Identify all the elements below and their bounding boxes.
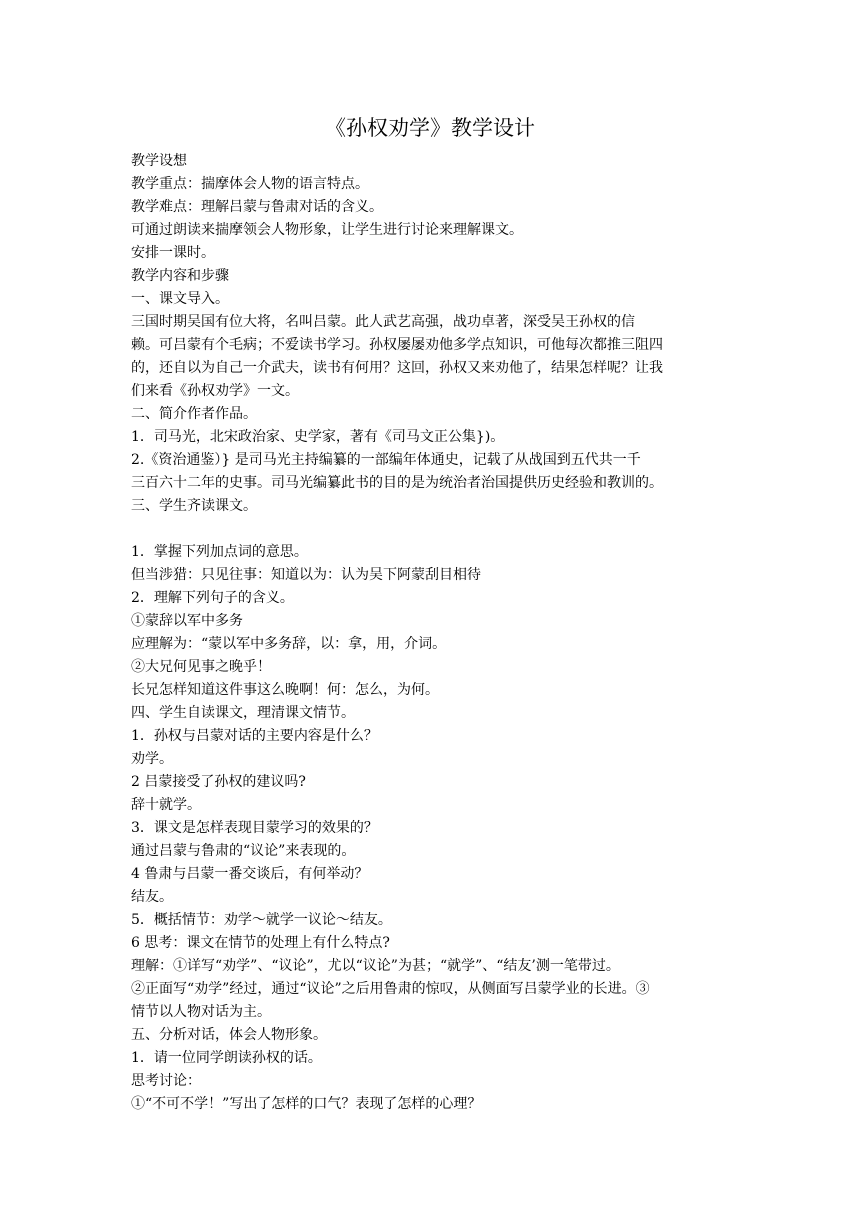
text-line: 长兄怎样知道这件事这么晚啊！何：怎么，为何。 bbox=[131, 682, 439, 698]
text-line: 们来看《孙权劝学》一文。 bbox=[131, 383, 299, 399]
text-line: 劝学。 bbox=[131, 751, 173, 767]
text-line: 6 思考：课文在情节的处理上有什么特点? bbox=[131, 935, 390, 951]
blank-line bbox=[131, 518, 721, 541]
text-line: 可通过朗读来揣摩领会人物形象，让学生进行讨论来理解课文。 bbox=[131, 222, 523, 238]
text-line: 1．孙权与吕蒙对话的主要内容是什么？ bbox=[131, 728, 378, 744]
text-line: 结友。 bbox=[131, 889, 173, 905]
text-line: 2.《资治通鉴）} 是司马光主持编纂的一部编年体通史，记载了从战国到五代共一千 bbox=[131, 452, 641, 468]
text-line: 四、学生自读课文，理清课文情节。 bbox=[131, 705, 355, 721]
text-line: 教学重点：揣摩体会人物的语言特点。 bbox=[131, 176, 369, 192]
text-line: 理解：①详写“劝学”、“议论”，尤以“议论”为甚；“就学”、“结友’测一笔带过。 bbox=[131, 958, 620, 974]
text-line: 3．课文是怎样表现目蒙学习的效果的？ bbox=[131, 820, 378, 836]
text-line: ①蒙辞以军中多务 bbox=[131, 613, 243, 629]
document-title: 《孙权劝学》教学设计 bbox=[325, 116, 535, 140]
text-line: ②正面写“劝学”经过，通过“议论”之后用鲁肃的惊叹，从侧面写吕蒙学业的长进。③ bbox=[131, 981, 650, 997]
text-line: 辞十就学。 bbox=[131, 797, 201, 813]
text-line: 一、课文导入。 bbox=[131, 291, 229, 307]
text-line: ②大兄何见事之晚乎！ bbox=[131, 659, 271, 675]
text-line: 应理解为：“蒙以军中多务辞，以：拿，用，介词。 bbox=[131, 636, 447, 652]
text-line: 5．概括情节：劝学～就学一议论～结友。 bbox=[131, 912, 392, 928]
text-line: 教学难点：理解吕蒙与鲁肃对话的含义。 bbox=[131, 199, 383, 215]
text-line: 安排一课时。 bbox=[131, 245, 215, 261]
text-line: 通过吕蒙与鲁肃的“议论”来表现的。 bbox=[131, 843, 356, 859]
text-line: 三百六十二年的史事。司马光编纂此书的目的是为统治者治国提供历史经验和教训的。 bbox=[131, 475, 663, 491]
text-line: 的，还自以为自己一介武夫，读书有何用？这回，孙权又来劝他了，结果怎样呢？让我 bbox=[131, 360, 663, 376]
text-line: 教学设想 bbox=[131, 153, 187, 169]
text-line: 思考讨论： bbox=[131, 1073, 201, 1089]
text-line: 1．掌握下列加点词的意思。 bbox=[131, 544, 308, 560]
text-line: 教学内容和步骤 bbox=[131, 268, 229, 284]
text-line: 4 鲁肃与吕蒙一番交谈后，有何举动？ bbox=[131, 866, 369, 882]
text-line: 但当涉猎：只见往事：知道以为：认为吴下阿蒙刮目相待 bbox=[131, 567, 481, 583]
text-line: 三国时期吴国有位大将，名叫吕蒙。此人武艺高强，战功卓著，深受吴王孙权的信 bbox=[131, 314, 635, 330]
text-line: 1．请一位同学朗读孙权的话。 bbox=[131, 1050, 322, 1066]
text-line: 二、简介作者作品。 bbox=[131, 406, 257, 422]
text-line: 1．司马光，北宋政治家、史学家，著有《司马文正公集})。 bbox=[131, 429, 505, 445]
text-line: 五、分析对话，体会人物形象。 bbox=[131, 1027, 327, 1043]
text-line: 2．理解下列句子的含义。 bbox=[131, 590, 294, 606]
text-line: 2 吕蒙接受了孙权的建议吗? bbox=[131, 774, 306, 790]
text-line: 三、学生齐读课文。 bbox=[131, 498, 257, 514]
text-line: ①“不可不学！”写出了怎样的口气？表现了怎样的心理？ bbox=[131, 1096, 482, 1112]
document-body bbox=[131, 150, 721, 1116]
text-line: 赖。可吕蒙有个毛病；不爱读书学习。孙权屡屡劝他多学点知识，可他每次都推三阻四 bbox=[131, 337, 663, 353]
text-line: 情节以人物对话为主。 bbox=[131, 1004, 271, 1020]
